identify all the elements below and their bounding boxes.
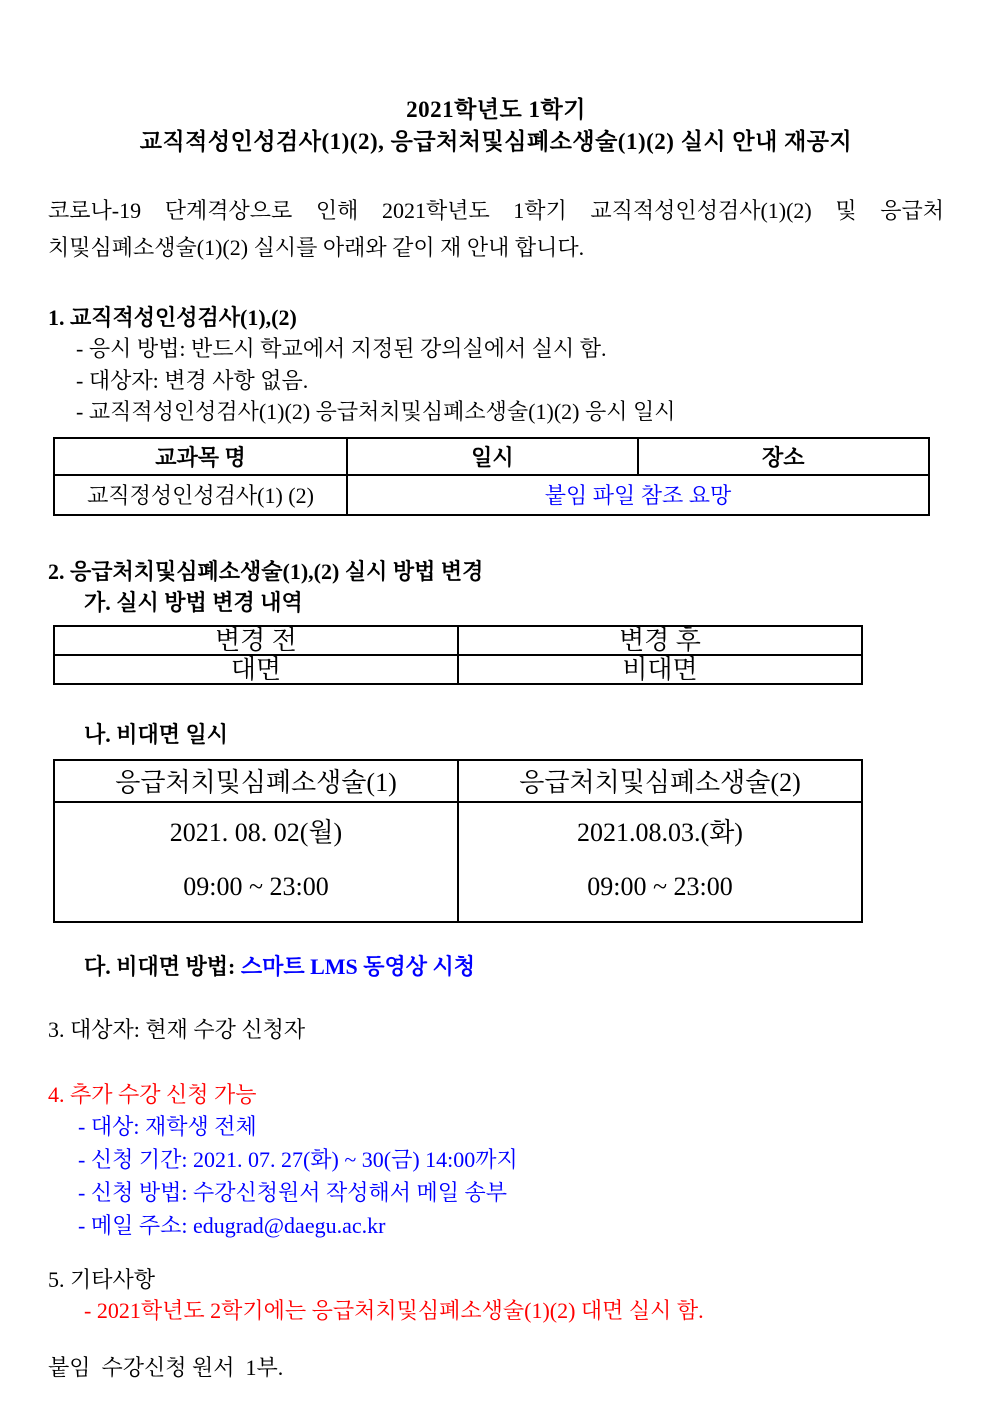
course1-time: 09:00 ~ 23:00 bbox=[183, 871, 329, 901]
section2-sub-b-heading: 나. 비대면 일시 bbox=[84, 721, 229, 747]
section4-heading: 4. 추가 수강 신청 가능 bbox=[48, 1081, 257, 1107]
exam-table-cell-subject: 교직정성인성검사(1) (2) bbox=[54, 475, 347, 515]
cpr-table-header-row bbox=[54, 760, 862, 802]
cpr-table-header-course1: 응급처치및심폐소생술(1) bbox=[54, 760, 458, 802]
document-title-line2: 교직적성인성검사(1)(2), 응급처처및심폐소생술(1)(2) 실시 안내 재공지 bbox=[139, 129, 853, 154]
exam-table-header-row bbox=[54, 438, 929, 475]
cpr-table-data-row bbox=[54, 802, 862, 922]
cpr-table-cell-course2 bbox=[458, 802, 862, 922]
sub-c-label: 다. 비대면 방법: bbox=[84, 953, 236, 979]
exam-table-header-place: 장소 bbox=[638, 438, 929, 475]
section4-item-target: - 대상: 재학생 전체 bbox=[78, 1113, 257, 1139]
change-table-data-row bbox=[54, 655, 862, 684]
sub-c-value: 스마트 LMS 동영상 시청 bbox=[240, 953, 476, 979]
intro-line2: 치및심폐소생술(1)(2) 실시를 아래와 같이 재 안내 합니다. bbox=[48, 235, 585, 260]
section4-item-period: - 신청 기간: 2021. 07. 27(화) ~ 30(금) 14:00까지 bbox=[78, 1146, 518, 1172]
section1-item-datetime: - 교직적성인성검사(1)(2) 응급처치및심폐소생술(1)(2) 응시 일시 bbox=[76, 399, 676, 424]
change-table-header-before: 변경 전 bbox=[54, 626, 458, 655]
exam-schedule-table bbox=[53, 437, 930, 516]
change-table-cell-after: 비대면 bbox=[458, 655, 862, 684]
course2-time: 09:00 ~ 23:00 bbox=[587, 871, 733, 901]
change-table-header-after: 변경 후 bbox=[458, 626, 862, 655]
section2-heading: 2. 응급처치및심폐소생술(1),(2) 실시 방법 변경 bbox=[48, 558, 484, 584]
section2-sub-a-heading: 가. 실시 방법 변경 내역 bbox=[84, 589, 303, 615]
cpr-table-cell-course1 bbox=[54, 802, 458, 922]
section5-item-notice: - 2021학년도 2학기에는 응급처치및심폐소생술(1)(2) 대면 실시 함. bbox=[84, 1297, 704, 1323]
section5-heading: 5. 기타사항 bbox=[48, 1266, 156, 1292]
section2-sub-c-line bbox=[48, 951, 944, 982]
change-table-header-row bbox=[54, 626, 862, 655]
section1-item-target: - 대상자: 변경 사항 없음. bbox=[76, 367, 309, 393]
course2-date: 2021.08.03.(화) bbox=[577, 817, 743, 847]
exam-table-header-subject: 교과목 명 bbox=[54, 438, 347, 475]
section1-heading: 1. 교직적성인성검사(1),(2) bbox=[48, 305, 297, 330]
exam-table-data-row bbox=[54, 475, 929, 515]
section4-item-method: - 신청 방법: 수강신청원서 작성해서 메일 송부 bbox=[78, 1179, 507, 1205]
exam-table-cell-notice: 붙임 파일 참조 요망 bbox=[347, 475, 929, 515]
section3-heading: 3. 대상자: 현재 수강 신청자 bbox=[48, 1016, 306, 1042]
change-table-cell-before: 대면 bbox=[54, 655, 458, 684]
document-title-line1: 2021학년도 1학기 bbox=[406, 97, 586, 122]
intro-line1: 코로나-19 단계격상으로 인해 2021학년도 1학기 교직적성인성검사(1)(2) 및 응급처 bbox=[48, 198, 944, 223]
cpr-schedule-table bbox=[53, 759, 863, 923]
exam-table-header-datetime: 일시 bbox=[347, 438, 638, 475]
section4-item-email: - 메일 주소: edugrad@daegu.ac.kr bbox=[78, 1212, 386, 1238]
intro-paragraph bbox=[48, 192, 944, 266]
attachment-note: 붙임 수강신청 원서 1부. bbox=[48, 1354, 284, 1380]
method-change-table bbox=[53, 625, 863, 685]
course1-date: 2021. 08. 02(월) bbox=[169, 817, 343, 847]
cpr-table-header-course2: 응급처치및심폐소생술(2) bbox=[458, 760, 862, 802]
section1-item-method: - 응시 방법: 반드시 학교에서 지정된 강의실에서 실시 함. bbox=[76, 336, 607, 361]
